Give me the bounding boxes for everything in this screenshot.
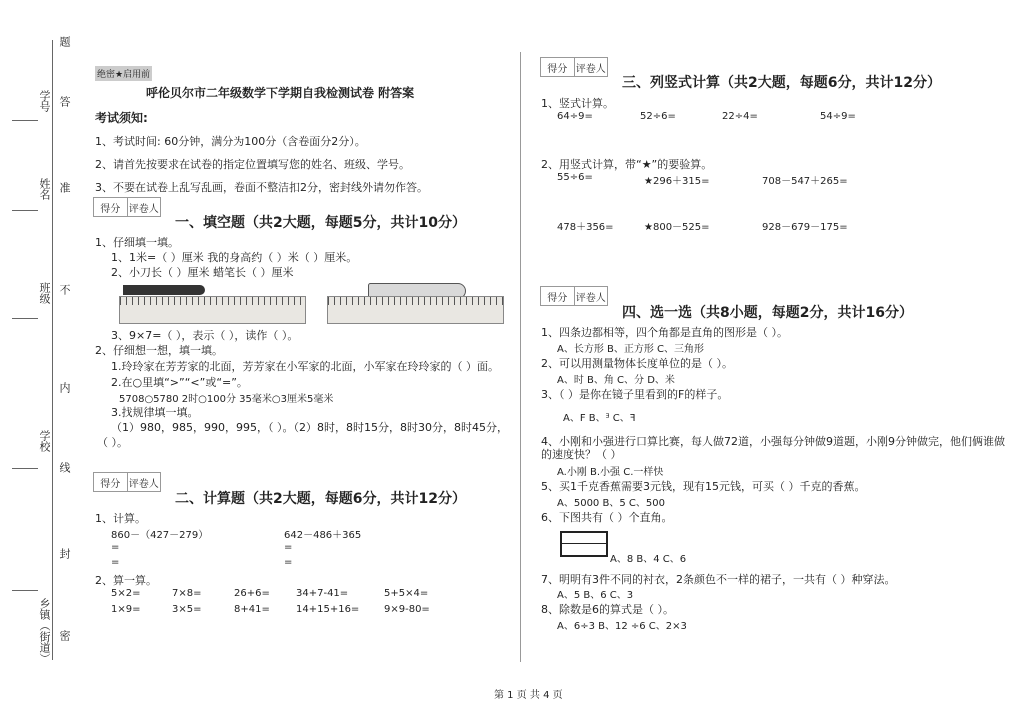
grader-label: 评卷人 (128, 203, 159, 215)
option-line: A、时 B、角 C、分 D、米 (557, 375, 675, 386)
calc-item: 5×2= (111, 588, 141, 599)
section-3-heading: 三、列竖式计算（共2大题，每题6分，共计12分） (622, 75, 941, 91)
calc-item: 7×8= (172, 588, 202, 599)
ruler-icon (327, 296, 504, 324)
score-box (93, 472, 161, 492)
question-line: 3.找规律填一填。 (111, 406, 199, 419)
question-line: 2、小刀长（ ）厘米 蜡笔长（ ）厘米 (111, 266, 294, 279)
question-line: 2、算一算。 (95, 574, 157, 587)
margin-line (52, 40, 54, 660)
calc-item: 478＋356= (557, 222, 614, 233)
notice-item: 2、请首先按要求在试卷的指定位置填写您的姓名、班级、学号。 (95, 158, 410, 171)
notice-heading: 考试须知: (95, 111, 148, 125)
seal-char: 不 (58, 284, 71, 295)
option-line: A、5 B、6 C、3 (557, 590, 634, 601)
question-line: （1）980，985，990，995，（ ）。（2）8时，8时15分，8时30分，8时45分， (111, 421, 508, 434)
calc-item: 52÷6= (640, 111, 676, 122)
margin-rule (12, 318, 38, 319)
calc-item: 5+5×4= (384, 588, 429, 599)
question-line: 4、小刚和小强进行口算比赛，每人做72道，小强每分钟做9道题，小刚9分钟做完，他们俩谁做 (541, 435, 1005, 448)
question-line: 6、下图共有（ ）个直角。 (541, 511, 673, 524)
calc-item: 708－547＋265= (762, 176, 848, 187)
question-line: 1、1米=（ ）厘米 我的身高约（ ）米（ ）厘米。 (111, 251, 358, 264)
margin-label-town: 乡镇（街道） (38, 598, 51, 664)
section-4-heading: 四、选一选（共8小题，每题2分，共计16分） (622, 305, 913, 321)
question-line: （ ）。 (97, 436, 128, 449)
margin-rule (12, 468, 38, 469)
ruler-icon (119, 296, 306, 324)
calc-item: 3×5= (172, 604, 202, 615)
calc-item: 8+41= (234, 604, 270, 615)
rectangle-divider (562, 543, 606, 544)
margin-label-name: 姓名 (38, 178, 51, 200)
score-label: 得分 (94, 473, 128, 491)
margin-rule (12, 120, 38, 121)
seal-char: 题 (58, 36, 71, 47)
question-line: 2.在○里填“>”“<”或“=”。 (111, 376, 248, 389)
question-line: 1、四条边都相等，四个角都是直角的图形是（ ）。 (541, 326, 788, 339)
option-line: A、F B、ᴲ C、ꟻ (563, 413, 636, 424)
question-line: 1、竖式计算。 (541, 97, 614, 110)
option-line: A.小刚 B.小强 C.一样快 (557, 467, 664, 478)
option-line: A、6÷3 B、12 ÷6 C、2×3 (557, 621, 687, 632)
question-line: 1、计算。 (95, 512, 146, 525)
section-2-heading: 二、计算题（共2大题，每题6分，共计12分） (175, 491, 466, 507)
section-1-heading: 一、填空题（共2大题，每题5分，共计10分） (175, 215, 466, 231)
calc-expression: 860－（427－279） (111, 530, 209, 541)
calc-item: 1×9= (111, 604, 141, 615)
question-line: 3、9×7=（ ），表示（ ），读作（ ）。 (111, 329, 299, 342)
calc-equals: = (284, 557, 293, 568)
score-box (540, 286, 608, 306)
question-line: 7、明明有3件不同的衬衣，2条颜色不一样的裙子，一共有（ ）种穿法。 (541, 573, 896, 586)
page-number: 第 1 页 共 4 页 (494, 690, 563, 701)
confidential-stamp: 绝密★启用前 (95, 66, 152, 81)
calc-equals: = (111, 557, 120, 568)
calc-item: 14+15+16= (296, 604, 360, 615)
column-divider (520, 52, 521, 662)
score-box (540, 57, 608, 77)
seal-char: 封 (58, 548, 71, 559)
question-line: 5、买1千克香蕉需要3元钱，现有15元钱，可买（ ）千克的香蕉。 (541, 480, 866, 493)
question-line: 2、仔细想一想，填一填。 (95, 344, 223, 357)
option-line: A、8 B、4 C、6 (610, 554, 687, 565)
calc-item: 64÷9= (557, 111, 593, 122)
score-label: 得分 (94, 198, 128, 216)
margin-rule (12, 590, 38, 591)
margin-label-id: 学号 (38, 90, 51, 112)
calc-equals: = (284, 542, 293, 553)
knife-icon (123, 285, 205, 295)
calc-item: 55÷6= (557, 172, 593, 183)
margin-label-school: 学校 (38, 430, 51, 452)
question-line: 8、除数是6的算式是（ ）。 (541, 603, 674, 616)
page-title: 呼伦贝尔市二年级数学下学期自我检测试卷 附答案 (146, 86, 415, 100)
score-label: 得分 (541, 287, 575, 305)
question-line: 3、（ ）是你在镜子里看到的F的样子。 (541, 388, 729, 401)
seal-char: 密 (58, 630, 71, 641)
option-line: A、5000 B、5 C、500 (557, 498, 665, 509)
grader-label: 评卷人 (575, 63, 606, 75)
question-line: 1、仔细填一填。 (95, 236, 179, 249)
score-box (93, 197, 161, 217)
question-line: 的速度快？（ ） (541, 448, 622, 461)
notice-item: 1、考试时间: 60分钟，满分为100分（含卷面分2分）。 (95, 135, 366, 148)
calc-item: 9×9-80= (384, 604, 430, 615)
calc-expression: 642－486＋365 (284, 530, 362, 541)
calc-item: 34+7-41= (296, 588, 349, 599)
notice-item: 3、不要在试卷上乱写乱画，卷面不整洁扣2分，密封线外请勿作答。 (95, 181, 428, 194)
seal-char: 内 (58, 382, 71, 393)
question-line: 2、可以用测量物体长度单位的是（ ）。 (541, 357, 733, 370)
seal-char: 答 (58, 96, 71, 107)
grader-label: 评卷人 (128, 478, 159, 490)
grader-label: 评卷人 (575, 292, 606, 304)
calc-equals: = (111, 542, 120, 553)
margin-label-class: 班级 (38, 282, 51, 304)
option-line: A、长方形 B、正方形 C、三角形 (557, 344, 705, 355)
question-line: 5708○5780 2时○100分 35毫米○3厘米5毫米 (119, 394, 334, 405)
calc-item: 928－679－175= (762, 222, 848, 233)
rectangle-figure (560, 531, 608, 557)
calc-item: 26+6= (234, 588, 270, 599)
margin-rule (12, 210, 38, 211)
question-line: 1.玲玲家在芳芳家的北面，芳芳家在小军家的北面，小军家在玲玲家的（ ）面。 (111, 360, 499, 373)
calc-item: ★800－525= (644, 222, 710, 233)
calc-item: 22÷4= (722, 111, 758, 122)
seal-char: 准 (58, 182, 71, 193)
seal-char: 线 (58, 462, 71, 473)
calc-item: ★296＋315= (644, 176, 710, 187)
calc-item: 54÷9= (820, 111, 856, 122)
score-label: 得分 (541, 58, 575, 76)
question-line: 2、用竖式计算，带“★”的要验算。 (541, 158, 713, 171)
